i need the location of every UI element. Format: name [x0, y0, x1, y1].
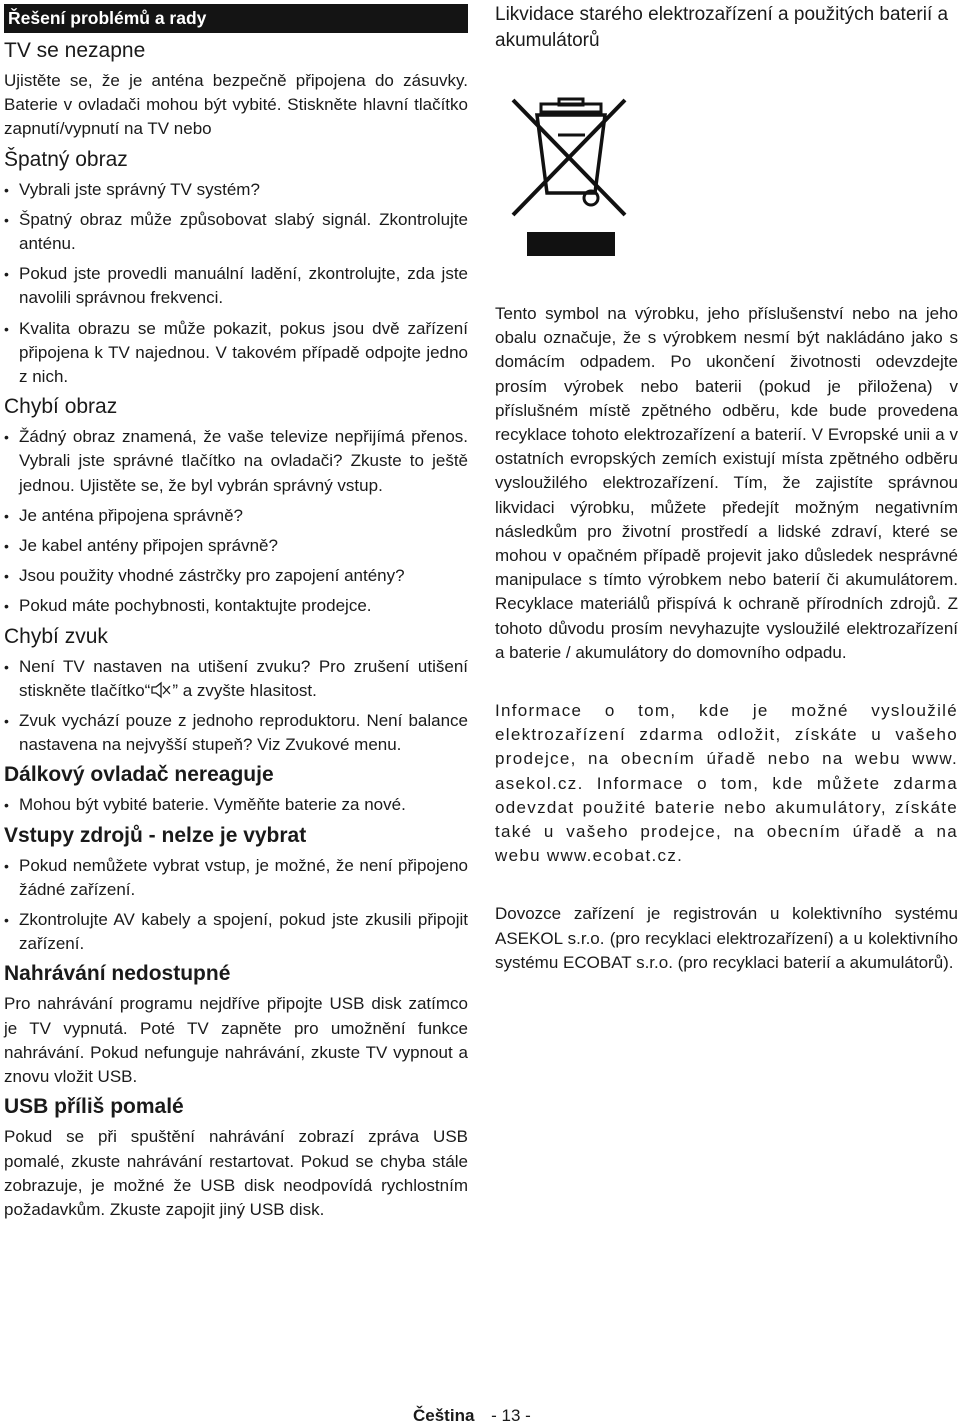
bad-picture-list	[4, 178, 468, 390]
list-item: • Vybrali jste správný TV systém?	[4, 178, 468, 202]
list-item: • Špatný obraz může způsobovat slabý signál. Zkontrolujte anténu.	[4, 208, 468, 256]
list-item: • Mohou být vybité baterie. Vyměňte baterie za nové.	[4, 793, 468, 817]
list-item: • Pokud jste provedli manuální ladění, zkontrolujte, zda jste navolili správnou frekvenci.	[4, 262, 468, 310]
mute-speaker-icon	[150, 681, 172, 699]
crossed-out-wheelie-bin-icon	[503, 95, 633, 260]
list-item: • Kvalita obrazu se může pokazit, pokus jsou dvě zařízení připojena k TV najednou. V takovém případě odpojte jedno z nich.	[4, 317, 468, 390]
disposal-column	[495, 0, 958, 972]
heading-no-picture: Chybí obraz	[4, 395, 118, 419]
remote-list	[4, 793, 468, 817]
section-title-bar: Řešení problémů a rady	[4, 4, 468, 33]
list-item: • Pokud nemůžete vybrat vstup, je možné, že není připojeno žádné zařízení.	[4, 854, 468, 902]
no-sound-item-text-a: Není TV nastaven na utišení zvuku? Pro zrušení utišení stiskněte tlačítko“	[19, 656, 468, 700]
troubleshooting-column	[4, 4, 468, 1222]
list-item: • Je kabel antény připojen správně?	[4, 534, 468, 558]
disposal-title: Likvidace starého elektrozařízení a použitých baterií a akumulátorů	[495, 4, 949, 51]
page-footer	[413, 1404, 531, 1428]
list-item	[4, 655, 468, 703]
disposal-paragraph-2	[495, 699, 958, 868]
list-item: • Žádný obraz znamená, že vaše televize nepřijímá přenos. Vybrali jste správné tlačítko na ovladači? Zkuste to ještě jednou. Ujistěte se, že byl vybrán správný vstup.	[4, 425, 468, 498]
list-item: • Zvuk vychází pouze z jednoho reproduktoru. Není balance nastavena na nejvyšší stupeň? Viz Zvukové menu.	[4, 709, 468, 757]
usb-text: Pokud se při spuštění nahrávání zobrazí zpráva USB pomalé, zkuste nahrávání restartovat. Pokud se chyba stále zobrazuje, je možné že USB disk neodpovídá rychlostním požadavkům. Zkuste zapojit jiný USB disk.	[4, 1127, 468, 1219]
heading-no-sound: Chybí zvuk	[4, 624, 108, 648]
no-sound-item-text-b: ” a zvyšte hlasitost.	[172, 680, 317, 700]
disposal-paragraph-3	[495, 902, 958, 975]
recording-text: Pro nahrávání programu nejdříve připojte USB disk zatímco je TV vypnutá. Poté TV zapněte pro umožnění funkce nahrávání. Pokud nefunguje nahrávání, zkuste TV vypnout a znovu vložit USB.	[4, 994, 468, 1087]
heading-remote: Dálkový ovladač nereaguje	[4, 763, 274, 787]
heading-usb: USB příliš pomalé	[4, 1095, 184, 1119]
disposal-paragraph-3-text: Dovozce zařízení je registrován u kolektivního systému ASEKOL s.r.o. (pro recyklaci elektrozařízení) a u kolektivního systému ECOBAT s.r.o. (pro recyklaci baterií a akumulátorů).	[495, 904, 958, 972]
disposal-paragraph-1: Tento symbol na výrobku, jeho příslušenství nebo na jeho obalu označuje, že s výrobkem nesmí být nakládáno jako s domácím odpadem. Po ukončení životnosti odevzdejte prosím výrobek nebo baterii (pokud je přiložena) v příslušném místě zpětného odběru, kde bude provedena recyklace tohoto elektrozařízení a baterií. V Evropské unii a v ostatních evropských zemích existují místa zpětného odběru vysloužilého elektrozařízení. Tím, že zajistíte správnou likvidaci výrobku, můžete předejít možným negativním následkům pro životní prostředí a lidské zdraví, které se mohou v opačném případě projevit jako důsledek nesprávné manipulace s tímto výrobkem nebo baterií či akumulátorem. Recyklace materiálů přispívá k ochraně přírodních zdrojů. Z tohoto důvodu prosím nevyhazujte vysloužilé elektrozařízení a baterie / akumulátory do domovního odpadu.	[495, 304, 958, 662]
list-item: • Pokud máte pochybnosti, kontaktujte prodejce.	[4, 594, 468, 618]
no-picture-list	[4, 425, 468, 618]
disposal-paragraph-2-text: Informace o tom, kde je možné vysloužilé elektrozařízení zdarma odložit, získáte u vašeho prodejce, na obecním úřadě nebo na webu www. asekol.cz. Informace o tom, kde můžete zdarma odevzdat použité baterie nebo akumulátory, získáte také u vašeho prodejce, na obecním úřadě a na webu www.ecobat.cz.	[495, 701, 958, 866]
tv-off-text: Ujistěte se, že je anténa bezpečně připojena do zásuvky. Baterie v ovladači mohou být vybité. Stiskněte hlavní tlačítko zapnutí/vypnutí na TV nebo	[4, 71, 468, 139]
heading-recording: Nahrávání nedostupné	[4, 962, 231, 986]
inputs-list	[4, 854, 468, 957]
footer-language: Čeština	[413, 1406, 475, 1425]
footer-page-number: - 13 -	[491, 1406, 531, 1425]
list-item: • Je anténa připojena správně?	[4, 504, 468, 528]
list-item: • Jsou použity vhodné zástrčky pro zapojení antény?	[4, 564, 468, 588]
heading-inputs: Vstupy zdrojů - nelze je vybrat	[4, 823, 307, 847]
list-item: • Zkontrolujte AV kabely a spojení, pokud jste zkusili připojit zařízení.	[4, 908, 468, 956]
heading-bad-picture: Špatný obraz	[4, 147, 128, 171]
heading-tv-off: TV se nezapne	[4, 39, 146, 62]
no-sound-list	[4, 655, 468, 758]
